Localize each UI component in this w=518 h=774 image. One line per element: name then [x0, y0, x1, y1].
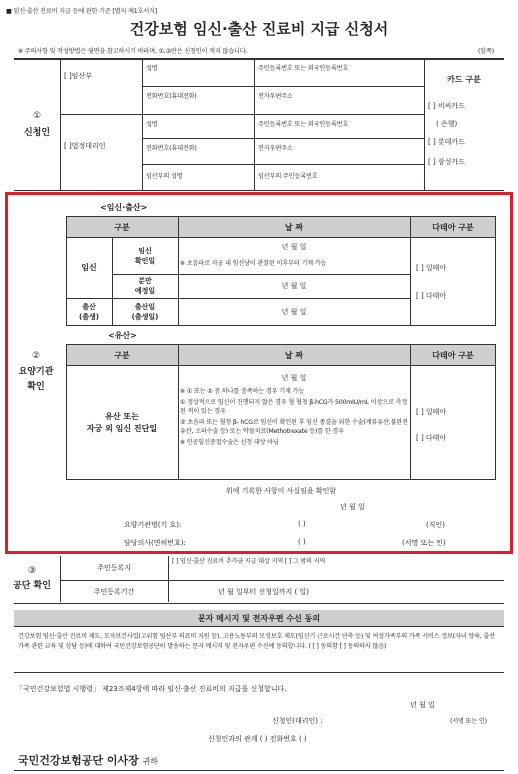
pregnancy-col-type: 구분: [114, 222, 130, 232]
relation-phone[interactable]: 신청인과의 관계 ( ) 전화번호 ( ): [208, 735, 307, 743]
addressee-honorific: 귀하: [142, 757, 159, 766]
reg-value[interactable]: [ ] 임신·출산 진료비 추가금 지급 대상 지역 [ ] 그 밖의 지역: [172, 558, 326, 565]
consent-body: 건강보험 임신·출산 진료비 제도, 모자보건사업(고위험 임산부 의료비 지원 등), 고용노동부의 모성보호 제도(임신기 근로시간 단축 등) 및 여성가족부의 가족 서비스 정보(자녀 양육, 출산 가족 관련 교육 및 상담 등)에 대하여 국민건강보험공단이 발송하는 문자 메시지 및 전자우편 수신에 동의합니다. ( [ ] 동의함 [ ] 동의하지 않음): [18, 633, 495, 650]
pregnancy-single-checkbox[interactable]: [ ] 일태아: [416, 264, 447, 272]
applicant-signature[interactable]: (서명 또는 인): [450, 718, 487, 725]
card-option-lotte[interactable]: [ ] 롯데카드: [428, 138, 465, 146]
misc-col-multi: 다태아 구분: [432, 350, 474, 360]
section2-title: 요양기관 확인: [18, 367, 54, 392]
card-option-bc[interactable]: [ ] 비씨카드: [428, 102, 465, 110]
institution-seal: (직인): [426, 521, 445, 529]
addressee: [18, 752, 158, 768]
confirm-date-value[interactable]: 년 월 일: [281, 243, 307, 251]
doctor-field[interactable]: ( ): [298, 538, 306, 546]
misc-date-value[interactable]: 년 월 일: [281, 374, 307, 382]
pregnant-checkbox[interactable]: [ ]임산부: [64, 72, 92, 80]
page-title: 건강보험 임신·출산 진료비 지급 신청서: [129, 19, 389, 38]
confirm-date-label: 임신 확인일: [134, 246, 156, 265]
card-options: [428, 96, 506, 172]
miscarriage-section-title: <유산>: [108, 331, 137, 340]
agent-phone-label: 전화번호(휴대전화): [146, 144, 197, 152]
reg-label: 주민등록지: [97, 564, 131, 572]
birth-date-value[interactable]: 년 월 일: [281, 308, 307, 316]
consent-title: 문자 메시지 및 전자우편 수신 동의: [197, 613, 321, 623]
agent-email-label: 전자우편주소: [258, 144, 293, 152]
pregnancy-col-date: 날 짜: [284, 222, 304, 232]
form-reference: ■ 임신·출산 진료비 지급 등에 관한 기준 [별지 제1호서식]: [6, 8, 158, 15]
instruction-note: ※ 주의사항 및 작성방법은 뒷면을 참고하시기 바라며, ①,③란은 신청인이 적지 않습니다.: [18, 48, 248, 55]
section3-label: [4, 558, 60, 598]
id-label: 주민등록번호 또는 외국인등록번호: [258, 64, 349, 72]
birth-date-label: 출산일 (출생일): [131, 303, 159, 321]
agent-checkbox[interactable]: [ ]법정대리인: [64, 142, 106, 150]
misc-row-label: 유산 또는 자궁 외 임신 진단일: [86, 412, 158, 433]
section3-number: ③: [27, 565, 37, 576]
period-label: 주민등록기간: [93, 588, 135, 596]
misc-col-date: 날 짜: [284, 350, 304, 360]
misc-multi-checkbox[interactable]: [ ] 다태아: [416, 434, 447, 442]
pregnant-name-label: 임산부의 성명: [146, 172, 183, 180]
pregnancy-multi-checkbox[interactable]: [ ] 다태아: [416, 292, 447, 300]
confirm-date[interactable]: 년 월 일: [340, 503, 365, 511]
card-title: 카드 구분: [447, 74, 481, 84]
section1-label: [14, 58, 60, 190]
section2-number: ②: [31, 351, 41, 362]
institution-label: 요양기관명(기 호):: [124, 521, 182, 529]
misc-note-1: ① 정상적으로 임신이 진행되지 않은 경우 혈 혈청 β-hCG가 500mIU/mL 이상으로 측정된 적이 있는 경우: [180, 398, 408, 415]
misc-col-type: 구분: [114, 350, 130, 360]
pregnant-id-label: 임산부의 주민등록번호: [258, 172, 318, 180]
pregnancy-row-label: 임신: [81, 263, 97, 272]
pregnancy-section-title: <임신·출산>: [100, 203, 148, 212]
email-label: 전자우편주소: [258, 92, 293, 100]
pregnancy-col-multi: 다태아 구분: [432, 222, 474, 232]
institution-field[interactable]: ( ): [298, 520, 306, 528]
agent-name-label: 성명: [146, 120, 158, 128]
misc-note-0: ※ ① 또는 ② 중 하나를 충족하는 경우 기재 가능: [180, 388, 305, 395]
section3-title: 공단 확인: [13, 580, 51, 591]
application-date[interactable]: 년 월 일: [410, 701, 435, 709]
agent-id-label: 주민등록번호 또는 외국인등록번호: [258, 120, 349, 128]
doctor-signature: (서명 또는 인): [402, 539, 446, 547]
law-statement: 「국민건강보험법 시행령」 제23조제4항에 따라 임신·출산 진료비의 지급을 신청합니다.: [16, 685, 287, 693]
due-date-label: 분만 예정일: [134, 277, 156, 295]
card-option-bank[interactable]: ( 은행): [436, 120, 458, 128]
applicant-label: 신청인(대리인) :: [272, 717, 323, 725]
section1-title: 신청인: [23, 127, 51, 138]
page-side-mark: (앞쪽): [478, 48, 494, 55]
birth-row-label: 출산 (출생): [79, 303, 99, 321]
misc-note-3: ※ 인공임신중절수술은 신청 대상 아님: [180, 438, 279, 446]
phone-label: 전화번호(휴대전화): [146, 92, 197, 100]
card-option-samsung[interactable]: [ ] 삼성카드: [428, 158, 465, 166]
misc-note-2: ② 초음파 또는 혈청 β- hCG로 임신이 확인된 후 임신 종결을 위한 수술(계류유산,불완전유산, 소파수술 등) 또는 약물치료(Methotrexate 등)를 한 경우: [180, 418, 408, 435]
highlight-box: [5, 192, 513, 554]
name-label: 성명: [146, 64, 158, 72]
period-value[interactable]: 년 월 일부터 신청일까지 ( 일): [218, 588, 309, 596]
confirm-date-note: ※ 초음파로 자궁 내 임신낭이 관찰된 이후부터 기재 가능: [180, 260, 327, 267]
section1-number: ①: [32, 110, 42, 121]
misc-single-checkbox[interactable]: [ ] 일태아: [416, 408, 447, 416]
addressee-name: 국민건강보험공단 이사장: [18, 754, 139, 767]
due-date-value[interactable]: 년 월 일: [281, 282, 307, 290]
doctor-label: 담당의사(면허번호):: [124, 539, 186, 547]
confirm-statement: 위에 기록한 사항이 사실임을 확인함: [225, 487, 337, 495]
